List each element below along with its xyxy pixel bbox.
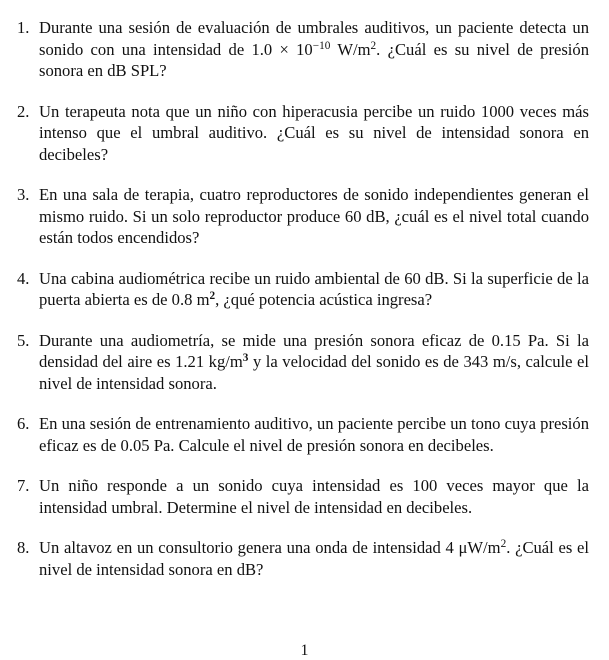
problem-number: 4. bbox=[17, 268, 30, 288]
problem-text-part: Durante una audiometría, se mide una presión sonora eficaz de 0.15 Pa. Si la densidad del aire es 1.21 kg/m bbox=[39, 330, 589, 371]
problem-number: 3. bbox=[17, 185, 30, 204]
exponent: 3 bbox=[242, 351, 249, 364]
problem-6 bbox=[17, 413, 589, 456]
problem-number: 7. bbox=[17, 476, 30, 495]
problem-3 bbox=[17, 184, 589, 249]
problem-4 bbox=[17, 268, 589, 311]
problem-text-part: y la velocidad del sonido es de 343 m/s, calcule el nivel de intensidad sonora. bbox=[39, 352, 590, 393]
problem-text-part: , ¿qué potencia acústica ingresa? bbox=[215, 290, 433, 309]
exponent: 2 bbox=[500, 537, 507, 550]
problem-list bbox=[17, 17, 589, 599]
problem-7 bbox=[17, 475, 589, 518]
problem-text-part: Un altavoz en un consultorio genera una onda de intensidad 4 μW/m bbox=[39, 538, 501, 557]
problem-text: En una sala de terapia, cuatro reproductores de sonido independientes generan el mismo ruido. Si un solo reproductor produce 60 dB, ¿cuál es el nivel total cuando están todos encendidos? bbox=[39, 185, 589, 247]
problem-text-part: Una cabina audiométrica recibe un ruido ambiental de 60 dB. Si la superficie de la puerta abierta es de 0.8 m bbox=[39, 268, 589, 309]
problem-text: Un niño responde a un sonido cuya intensidad es 100 veces mayor que la intensidad umbral. Determine el nivel de intensidad en decibeles. bbox=[39, 476, 589, 517]
problem-text: Un terapeuta nota que un niño con hiperacusia percibe un ruido 1000 veces más intenso que el umbral auditivo. ¿Cuál es su nivel de intensidad sonora en decibeles? bbox=[39, 101, 589, 164]
problem-5 bbox=[17, 330, 589, 395]
problem-text-part: W/m bbox=[330, 39, 371, 59]
problem-text bbox=[39, 17, 589, 82]
problem-text-part: . ¿Cuál es el nivel de intensidad sonora en dB? bbox=[39, 538, 589, 579]
problem-number: 2. bbox=[17, 101, 30, 121]
problem-number: 5. bbox=[17, 330, 30, 350]
problem-text-part: Durante una sesión de evaluación de umbrales auditivos, un paciente detecta un sonido con una intensidad de 1.0 × 10 bbox=[39, 18, 589, 59]
exponent: 2 bbox=[370, 39, 377, 52]
exponent: −10 bbox=[312, 39, 331, 52]
problem-8 bbox=[17, 537, 589, 580]
page-number: 1 bbox=[300, 642, 309, 659]
problem-text bbox=[39, 268, 589, 311]
problem-text bbox=[39, 330, 589, 395]
problem-1 bbox=[17, 17, 589, 82]
problem-2 bbox=[17, 101, 589, 166]
problem-number: 8. bbox=[17, 538, 30, 557]
problem-text: En una sesión de entrenamiento auditivo, un paciente percibe un tono cuya presión eficaz es de 0.05 Pa. Calcule el nivel de presión sonora en decibeles. bbox=[39, 414, 589, 455]
problem-number: 6. bbox=[17, 414, 30, 433]
problem-text bbox=[39, 537, 589, 580]
problem-text-part: . ¿Cuál es su nivel de presión sonora en dB SPL? bbox=[39, 39, 590, 80]
exponent: 2 bbox=[209, 289, 216, 302]
problem-number: 1. bbox=[17, 18, 30, 37]
